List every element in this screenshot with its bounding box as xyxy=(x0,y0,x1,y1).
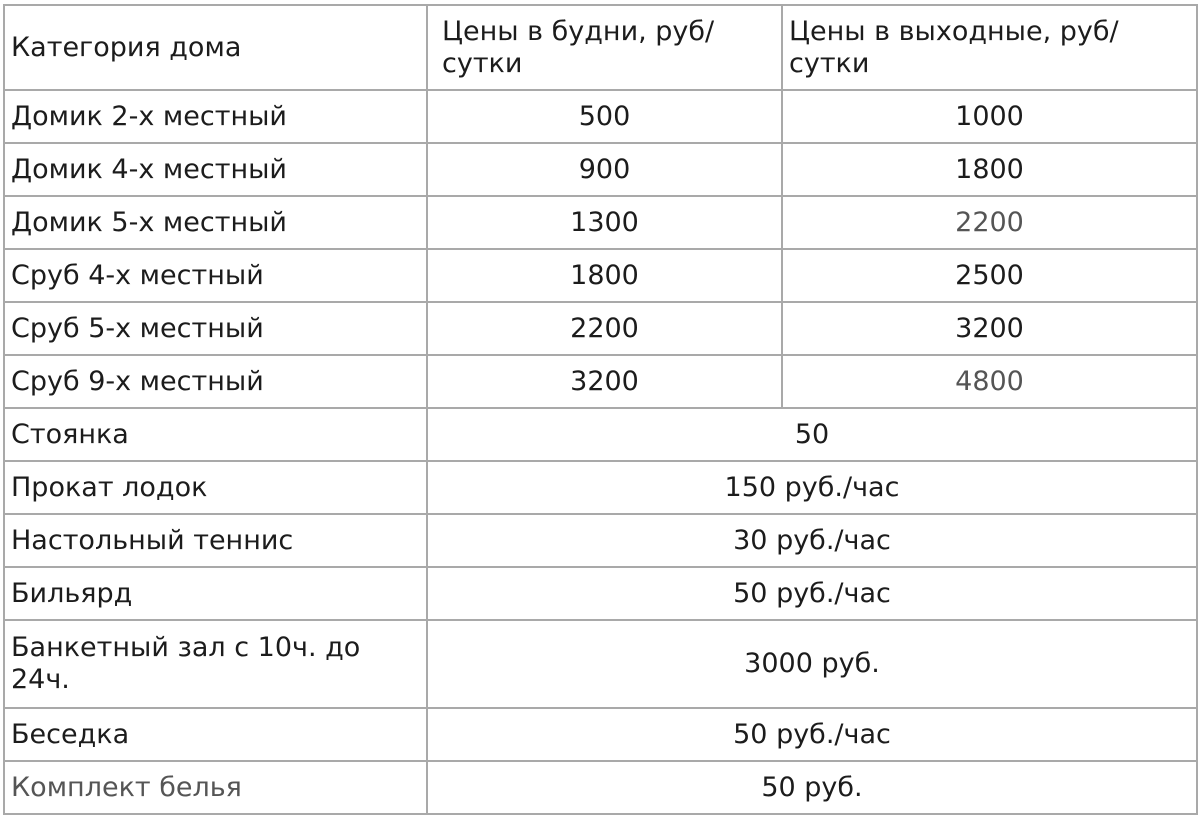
house-name: Домик 4-х местный xyxy=(4,143,427,196)
header-weekday-price: Цены в будни, руб/сутки xyxy=(427,5,782,90)
table-row xyxy=(4,761,1197,814)
weekday-price: 1800 xyxy=(427,249,782,302)
house-name: Сруб 9-х местный xyxy=(4,355,427,408)
header-category: Категория дома xyxy=(4,5,427,90)
house-name: Домик 2-х местный xyxy=(4,90,427,143)
table-row xyxy=(4,620,1197,708)
weekend-price: 1800 xyxy=(782,143,1197,196)
table-row xyxy=(4,143,1197,196)
table-row xyxy=(4,408,1197,461)
service-name: Беседка xyxy=(4,708,427,761)
weekday-price: 500 xyxy=(427,90,782,143)
table-header-row xyxy=(4,5,1197,90)
service-price: 50 руб. xyxy=(427,761,1197,814)
table-row xyxy=(4,514,1197,567)
table-row xyxy=(4,196,1197,249)
weekday-price: 900 xyxy=(427,143,782,196)
table-row xyxy=(4,302,1197,355)
weekday-price: 3200 xyxy=(427,355,782,408)
service-price: 50 руб./час xyxy=(427,567,1197,620)
weekend-price: 2500 xyxy=(782,249,1197,302)
service-price: 30 руб./час xyxy=(427,514,1197,567)
weekday-price: 2200 xyxy=(427,302,782,355)
house-name: Домик 5-х местный xyxy=(4,196,427,249)
service-price: 150 руб./час xyxy=(427,461,1197,514)
weekday-price: 1300 xyxy=(427,196,782,249)
header-weekend-price: Цены в выходные, руб/сутки xyxy=(782,5,1197,90)
weekend-price: 1000 xyxy=(782,90,1197,143)
service-price: 50 руб./час xyxy=(427,708,1197,761)
table-row xyxy=(4,249,1197,302)
price-table xyxy=(3,4,1198,815)
service-name: Комплект белья xyxy=(4,761,427,814)
table-row xyxy=(4,708,1197,761)
weekend-price: 3200 xyxy=(782,302,1197,355)
table-row xyxy=(4,355,1197,408)
weekend-price: 2200 xyxy=(782,196,1197,249)
service-name: Банкетный зал с 10ч. до 24ч. xyxy=(4,620,427,708)
house-name: Сруб 5-х местный xyxy=(4,302,427,355)
table-row xyxy=(4,90,1197,143)
table-row xyxy=(4,567,1197,620)
service-name: Настольный теннис xyxy=(4,514,427,567)
service-price: 3000 руб. xyxy=(427,620,1197,708)
table-row xyxy=(4,461,1197,514)
house-name: Сруб 4-х местный xyxy=(4,249,427,302)
service-price: 50 xyxy=(427,408,1197,461)
service-name: Стоянка xyxy=(4,408,427,461)
weekend-price: 4800 xyxy=(782,355,1197,408)
service-name: Прокат лодок xyxy=(4,461,427,514)
service-name: Бильярд xyxy=(4,567,427,620)
